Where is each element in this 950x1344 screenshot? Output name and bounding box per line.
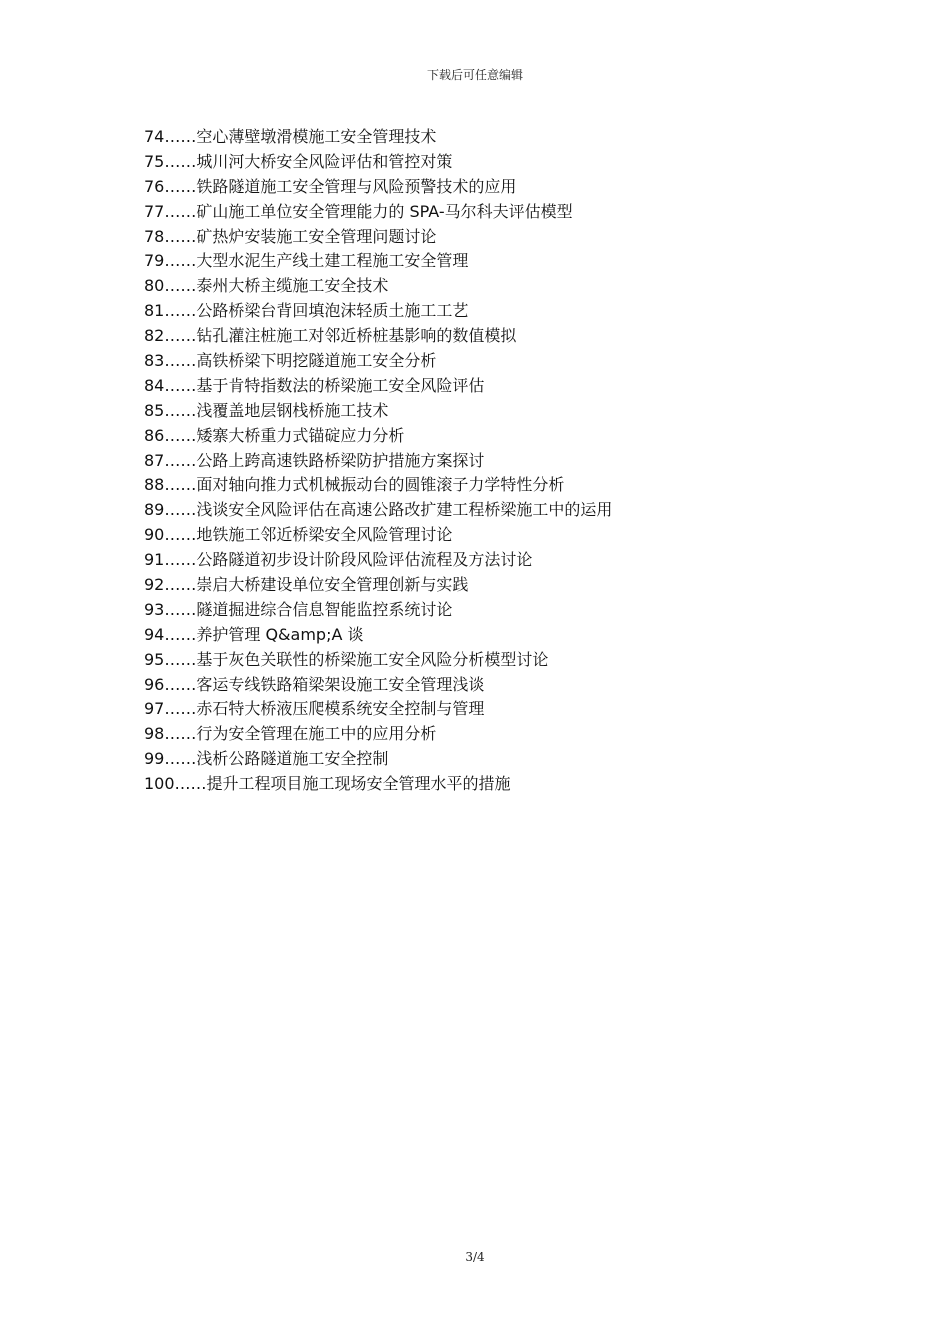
toc-item: 92……崇启大桥建设单位安全管理创新与实践 (144, 575, 469, 595)
toc-item: 85……浅覆盖地层钢栈桥施工技术 (144, 400, 389, 420)
toc-item: 78……矿热炉安装施工安全管理问题讨论 (144, 226, 437, 246)
toc-item: 88……面对轴向推力式机械振动台的圆锥滚子力学特性分析 (144, 475, 565, 495)
toc-list (144, 125, 612, 797)
toc-item: 90……地铁施工邻近桥梁安全风险管理讨论 (144, 525, 453, 545)
toc-item: 84……基于肯特指数法的桥梁施工安全风险评估 (144, 375, 485, 395)
toc-item: 79……大型水泥生产线土建工程施工安全管理 (144, 251, 469, 271)
toc-item: 74……空心薄壁墩滑模施工安全管理技术 (144, 127, 437, 146)
toc-item: 93……隧道掘进综合信息智能监控系统讨论 (144, 599, 453, 619)
toc-item: 75……城川河大桥安全风险评估和管控对策 (144, 151, 453, 171)
toc-item: 98……行为安全管理在施工中的应用分析 (144, 724, 437, 744)
toc-item: 91……公路隧道初步设计阶段风险评估流程及方法讨论 (144, 550, 533, 570)
toc-item: 87……公路上跨高速铁路桥梁防护措施方案探讨 (144, 450, 485, 470)
toc-item: 86……矮寨大桥重力式锚碇应力分析 (144, 425, 405, 445)
toc-item: 95……基于灰色关联性的桥梁施工安全风险分析模型讨论 (144, 649, 549, 669)
toc-item: 96……客运专线铁路箱梁架设施工安全管理浅谈 (144, 674, 485, 694)
toc-item: 80……泰州大桥主缆施工安全技术 (144, 276, 389, 296)
toc-item: 89……浅谈安全风险评估在高速公路改扩建工程桥梁施工中的运用 (144, 500, 613, 520)
toc-item: 99……浅析公路隧道施工安全控制 (144, 749, 389, 769)
toc-item: 76……铁路隧道施工安全管理与风险预警技术的应用 (144, 176, 517, 196)
toc-item: 97……赤石特大桥液压爬模系统安全控制与管理 (144, 699, 485, 719)
toc-item: 77……矿山施工单位安全管理能力的 SPA-马尔科夫评估模型 (144, 201, 573, 221)
toc-item: 82……钻孔灌注桩施工对邻近桥桩基影响的数值模拟 (144, 326, 517, 346)
toc-item: 81……公路桥梁台背回填泡沫轻质土施工工艺 (144, 301, 469, 321)
toc-item: 94……养护管理 Q&amp;A 谈 (144, 624, 364, 644)
toc-item: 83……高铁桥梁下明挖隧道施工安全分析 (144, 351, 437, 371)
toc-item: 100……提升工程项目施工现场安全管理水平的措施 (144, 774, 511, 794)
page-header: 下载后可任意编辑 (426, 68, 523, 82)
page-number: 3/4 (465, 1250, 485, 1264)
